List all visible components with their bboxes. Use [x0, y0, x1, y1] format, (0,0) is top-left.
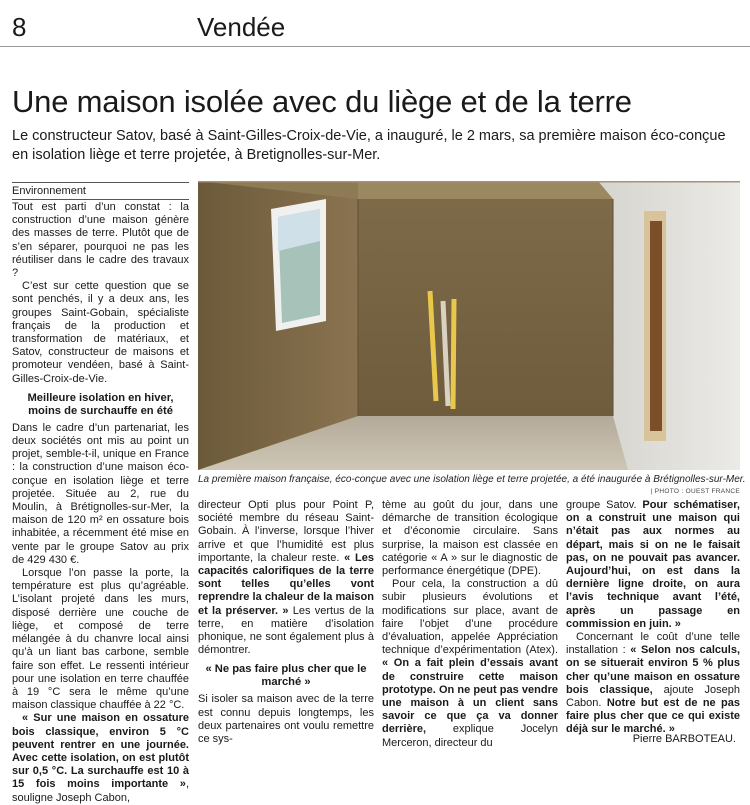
- rubric-label: Environnement: [12, 182, 189, 200]
- article-column-3: [382, 499, 558, 750]
- text-run: Pour cela, la construction a dû subir plusieurs évolutions et modifications sur place, avant de faire l’objet d’une procédure d’évaluation, appelée Appréciation technique d’expérimentation (Atex).: [382, 578, 558, 657]
- article-column-1: [12, 201, 189, 805]
- paragraph: [12, 712, 189, 804]
- quote: Pour schématiser, on a construit une maison qui n’était pas aux normes au départ, mais si on ne le faisait pas, on ne pouvait pas avancer. Aujourd’hui, on est dans la dernière ligne droite, on aura l’avis technique avant l’été, après un passage en commission en juin. »: [566, 499, 740, 630]
- photo-caption: La première maison française, éco-conçue avec une isolation liège et terre projetée, a été inaugurée à Brétignolles-sur-Mer.: [198, 474, 746, 485]
- quote: « On a fait plein d’essais avant de construire cette maison prototype. On ne peut pas vendre une maison à un client sans savoir ce que ça va donner derrière,: [382, 657, 558, 736]
- quote: « Selon nos calculs, on se situerait environ 5 % plus cher qu’une maison en ossature bois classique,: [566, 644, 740, 696]
- author-byline: Pierre BARBOTEAU.: [632, 733, 736, 745]
- house-interior-image: [198, 181, 740, 470]
- paragraph: tème au goût du jour, dans une démarche de transition écologique et d’économie circulaire. Sans surprise, la maison est classée en catégorie « A » sur le diagnostic de performance énergétique (DPE).: [382, 499, 558, 578]
- article-column-4: [566, 499, 740, 737]
- paragraph: [566, 631, 740, 737]
- text-run: ajoute Joseph Cabon.: [566, 683, 740, 710]
- paragraph: [382, 578, 558, 750]
- paragraph: Dans le cadre d’un partenariat, les deux sociétés ont mis au point un projet, semble-t-il, unique en France : la construction d’une maison éco-conçue en isolation liège et terre projetée. Située au 2, rue du Moulin, à Brétignolles-sur-Mer, la maison de 120 m² en ossature bois inhabitée, a récemment été mise en vente par le groupe Satov au prix de 429 430 €.: [12, 421, 189, 566]
- paragraph: [566, 499, 740, 631]
- quote: « Sur une maison en ossature bois classique, environ 5 °C peuvent rentrer en une journée. Avec cette isolation, on est plutôt sur 0,5 °C. La surchauffe est 10 à 15 fois moins importante »: [12, 712, 189, 791]
- text-run: groupe Satov.: [566, 499, 637, 511]
- page-number: 8: [12, 12, 27, 42]
- text-run: directeur Opti plus pour Point P, société membre du réseau Saint-Gobain. À l’inverse, lorsque l’hiver arrive et que l’humidité est plus importante, la chaleur reste.: [198, 499, 374, 564]
- quote: Notre but est de ne pas faire plus cher que ce qui existe déjà sur le marché. »: [566, 697, 740, 736]
- paragraph: Si isoler sa maison avec de la terre est connu depuis longtemps, les deux partenaires ont voulu remettre ce sys-: [198, 693, 374, 746]
- text-run: Les vertus de la terre, en matière d’isolation phonique, ne sont également plus à démontrer.: [198, 604, 375, 657]
- paragraph: Tout est parti d’un constat : la construction d’une maison génère des masses de terre. Plutôt que de s’en séparer, pourquoi ne pas les réutiliser dans le cadre des travaux ?: [12, 201, 189, 280]
- text-run: Concernant le coût d’une telle installation :: [566, 631, 740, 657]
- section-title: Vendée: [197, 12, 286, 42]
- article-headline: Une maison isolée avec du liège et de la terre: [12, 84, 632, 119]
- paragraph: [198, 499, 374, 657]
- header-rule: [0, 46, 750, 47]
- paragraph: Lorsque l’on passe la porte, la température est plus qu’agréable. L’isolant projeté dans les murs, disposé derrière une couche de liège, et composé de terre mélangée à du chanvre local ainsi qu’à un liant bas carbone, semble faire son effet. Le ressenti intérieur pour une isolation en terre chauffée à 19 °C sera le même qu’une maison classique chauffée à 22 °C.: [12, 567, 189, 712]
- subheading: « Ne pas faire plus cher que le marché »: [205, 663, 367, 689]
- article-standfirst: Le constructeur Satov, basé à Saint-Gilles-Croix-de-Vie, a inauguré, le 2 mars, sa première maison éco-conçue en isolation liège et terre projetée, à Bretignolles-sur-Mer.: [12, 128, 726, 163]
- photo-credit: | PHOTO : OUEST FRANCE: [650, 488, 740, 495]
- article-column-2: [198, 499, 374, 746]
- paragraph: C’est sur cette question que se sont penchés, il y a deux ans, les groupes Saint-Gobain, spécialiste français de la production et transformation de matériaux, et Satov, constructeur de maisons et promoteur vendéen, basé à Saint-Gilles-Croix-de-Vie.: [12, 280, 189, 385]
- quote: « Les capacités calorifiques de la terre sont telles qu’elles vont reprendre la chaleur de la maison et la préserver. »: [198, 551, 374, 617]
- text-run: , souligne Joseph Cabon,: [12, 778, 189, 804]
- subheading: Meilleure isolation en hiver, moins de surchauffe en été: [27, 391, 174, 417]
- article-photo: [198, 181, 740, 470]
- text-run: explique Jocelyn Merceron, directeur du: [382, 723, 558, 749]
